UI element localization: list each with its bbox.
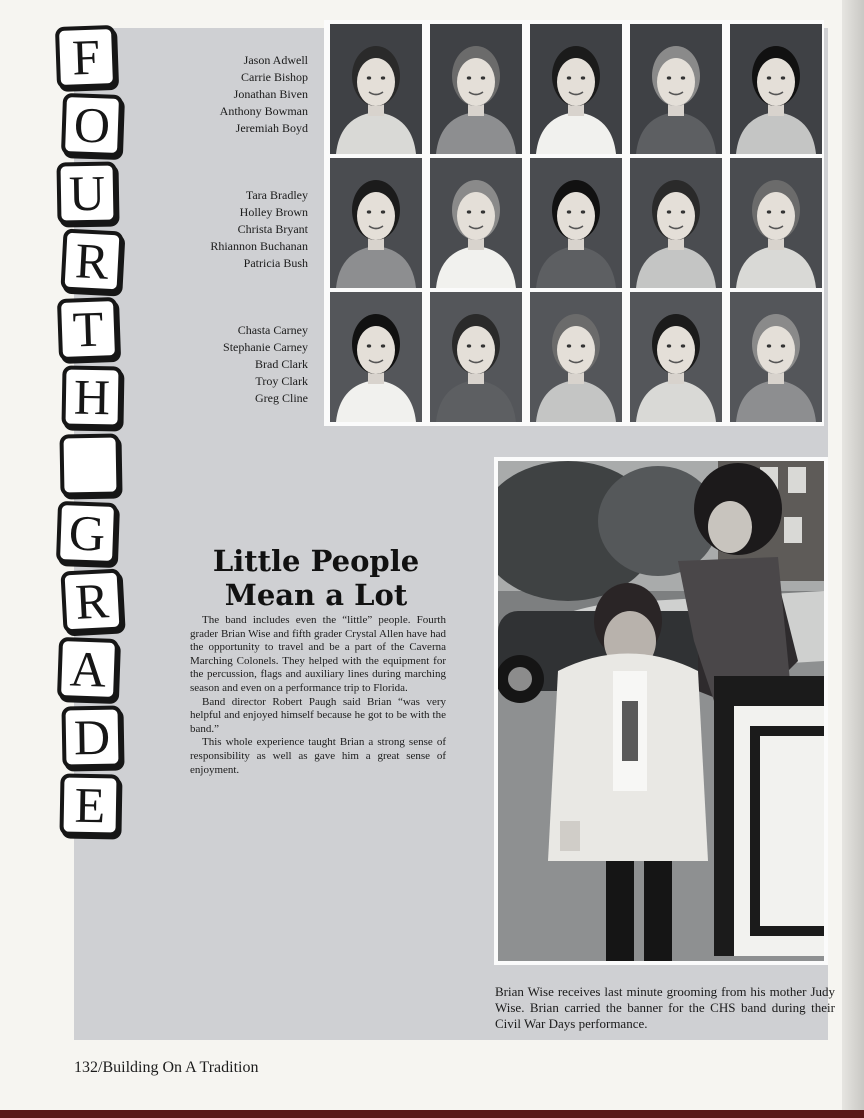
letter-block: O — [61, 93, 123, 157]
student-portrait — [330, 158, 422, 288]
photo-caption: Brian Wise receives last minute grooming from his mother Judy Wise. Brian carried the banner for the CHS band during their Civil War Days performance. — [495, 984, 835, 1031]
student-name: Brad Clark — [255, 357, 308, 371]
page-edge-shadow — [842, 0, 864, 1110]
student-portrait — [330, 292, 422, 422]
student-portrait — [630, 292, 722, 422]
student-portrait-grid — [324, 20, 824, 426]
page-bottom-edge — [0, 1110, 864, 1118]
feature-photo — [494, 457, 828, 965]
page-folio: 132/Building On A Tradition — [74, 1059, 259, 1076]
article-headline — [190, 544, 442, 612]
student-portrait — [530, 158, 622, 288]
student-portrait — [730, 292, 822, 422]
article-paragraph: The band includes even the “little” people. Fourth grader Brian Wise and fifth grader Crystal Allen have had the opportunity to travel and be a part of the Caverna Marching Colonels. They helped with the equipment for the percussion, flags and auxiliary lines during marching season and even on a performance trip to Florida. — [190, 614, 446, 694]
student-portrait — [730, 24, 822, 154]
student-portrait — [430, 292, 522, 422]
letter-block: R — [60, 228, 123, 293]
student-name: Rhiannon Buchanan — [210, 239, 308, 253]
student-portrait — [330, 24, 422, 154]
student-portrait — [630, 24, 722, 154]
letter-block: E — [59, 773, 120, 836]
student-name: Christa Bryant — [237, 222, 308, 236]
name-list-row-2 — [98, 187, 308, 272]
student-portrait — [530, 292, 622, 422]
student-name: Jeremiah Boyd — [235, 121, 308, 135]
name-list-row-1 — [98, 52, 308, 137]
student-name: Holley Brown — [239, 205, 308, 219]
student-name: Carrie Bishop — [241, 70, 308, 84]
student-name: Troy Clark — [255, 374, 308, 388]
student-name: Patricia Bush — [243, 256, 308, 270]
student-name: Stephanie Carney — [223, 340, 308, 354]
student-name: Tara Bradley — [245, 188, 308, 202]
student-portrait — [430, 24, 522, 154]
letter-block: H — [61, 365, 122, 428]
letter-block — [59, 433, 120, 496]
letter-block: D — [61, 705, 122, 768]
article-paragraph: Band director Robert Paugh said Brian “was very helpful and enjoyed himself because he got to be with the band.” — [190, 695, 446, 735]
letter-block: F — [55, 25, 117, 89]
student-name: Chasta Carney — [237, 323, 308, 337]
letter-block: G — [56, 501, 118, 565]
headline-line-1: Little People — [212, 544, 420, 578]
letter-block: U — [56, 161, 117, 224]
student-name: Greg Cline — [255, 391, 308, 405]
letter-block: R — [60, 568, 123, 633]
article-body — [190, 614, 446, 777]
band-grooming-photo — [498, 461, 824, 961]
student-portrait — [630, 158, 722, 288]
article-paragraph: This whole experience taught Brian a strong sense of responsibility as well as gave him a great sense of enjoyment. — [190, 736, 446, 776]
student-portrait — [530, 24, 622, 154]
letter-block: A — [57, 637, 119, 701]
letter-block: T — [57, 297, 119, 361]
headline-line-2: Mean a Lot — [224, 578, 408, 612]
name-list-row-3 — [98, 322, 308, 407]
student-portrait — [430, 158, 522, 288]
student-name: Jonathan Biven — [233, 87, 308, 101]
student-name: Jason Adwell — [243, 53, 308, 67]
student-name: Anthony Bowman — [219, 104, 308, 118]
student-portrait — [730, 158, 822, 288]
